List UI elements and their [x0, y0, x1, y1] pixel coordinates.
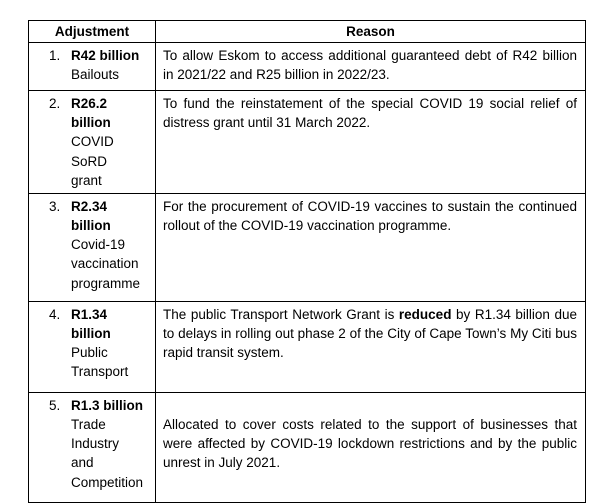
adjustment-amount: R2.34 — [71, 198, 108, 214]
row-number: 3. — [49, 198, 61, 214]
adjustment-label: Trade — [71, 417, 106, 433]
adjustment-label: Competition — [71, 474, 144, 490]
reason-cell — [156, 392, 586, 502]
adjustment-amount: R26.2 — [71, 96, 108, 112]
reason-text: To fund the reinstatement of the special COVID 19 social relief of distress grant until 31 March 2022. — [163, 96, 577, 131]
adjustment-label: Industry — [71, 436, 120, 452]
adjustment-label: programme — [71, 275, 141, 291]
reason-text: Allocated to cover costs related to the support of businesses that were affected by COVID-19 lockdown restrictions and by the public unrest in July 2021. — [163, 416, 577, 471]
header-adjustment: Adjustment — [29, 21, 156, 43]
adjustment-label: Transport — [71, 364, 129, 380]
reason-cell — [156, 301, 586, 392]
row-number: 2. — [49, 96, 61, 112]
adjustment-amount: billion — [71, 326, 111, 342]
adjustment-label: grant — [71, 172, 102, 188]
table-row — [29, 91, 586, 194]
table-row — [29, 193, 586, 301]
table-row — [29, 301, 586, 392]
adjustment-label: COVID SoRD — [71, 134, 114, 169]
reason-text: For the procurement of COVID-19 vaccines to sustain the continued rollout of the COVID-19 vaccination programme. — [163, 198, 577, 234]
adjustment-cell — [29, 193, 156, 301]
adjustment-cell — [29, 43, 156, 91]
reason-text: by R1.34 billion due to delays in rolling out phase 2 of the City of Cape Town’s My Citi bus rapid transit system. — [163, 306, 577, 361]
row-number: 4. — [49, 306, 61, 322]
reason-text-bold: reduced — [398, 306, 452, 322]
row-number: 1. — [49, 48, 61, 64]
adjustments-table — [28, 20, 586, 503]
adjustment-label: and — [71, 455, 94, 471]
table-row — [29, 392, 586, 502]
adjustment-label: Public — [71, 345, 108, 361]
adjustment-amount: billion — [71, 218, 111, 234]
row-number: 5. — [49, 397, 61, 413]
reason-cell — [156, 43, 586, 91]
adjustment-amount: R42 billion — [71, 48, 140, 64]
header-reason: Reason — [156, 21, 586, 43]
reason-cell — [156, 91, 586, 194]
adjustment-cell — [29, 91, 156, 194]
adjustment-cell — [29, 392, 156, 502]
adjustment-amount: billion — [71, 115, 111, 131]
table-row — [29, 43, 586, 91]
adjustment-label: Bailouts — [71, 67, 120, 83]
reason-cell — [156, 193, 586, 301]
adjustment-amount: R1.3 billion — [71, 397, 144, 413]
adjustment-amount: R1.34 — [71, 306, 108, 322]
table-header-row — [29, 21, 586, 43]
reason-text: To allow Eskom to access additional guaranteed debt of R42 billion in 2021/22 and R25 billion in 2022/23. — [163, 48, 577, 83]
adjustment-label: Covid-19 — [71, 237, 126, 253]
reason-text: The public Transport Network Grant is — [163, 306, 399, 322]
adjustment-label: vaccination — [71, 256, 139, 272]
adjustment-cell — [29, 301, 156, 392]
